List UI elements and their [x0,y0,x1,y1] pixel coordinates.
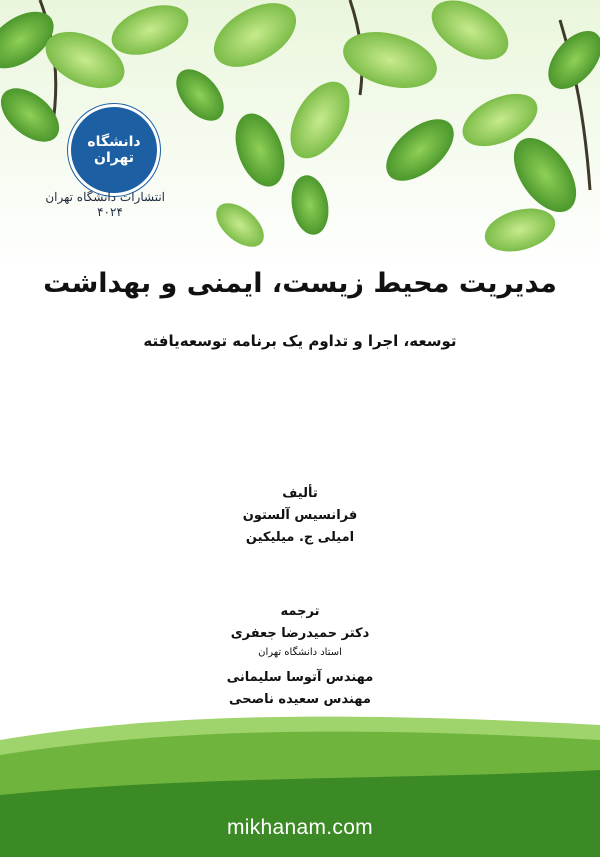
website-link[interactable]: mikhanam.com [227,816,373,839]
publication-number: ۴۰۲۴ [97,205,123,219]
book-title: مدیریت محیط زیست، ایمنی و بهداشت [43,268,557,299]
university-logo [68,104,160,196]
publisher-name: انتشارات دانشگاه تهران [45,190,165,204]
author-name: امیلی ج. میلیکین [245,530,355,545]
translator-name: دکتر حمیدرضا جعفری [230,626,370,641]
authors-block [0,483,600,549]
publisher-block [45,190,165,220]
translator-name: مهندس سعیده ناصحی [229,692,371,707]
author-name: فرانسیس آلستون [242,508,358,523]
authors-label: تألیف [282,486,318,501]
logo-text: دانشگاه تهران [87,134,141,166]
book-subtitle: توسعه، اجرا و تداوم یک برنامه توسعه‌یافته [143,332,457,350]
translators-label: ترجمه [280,604,320,619]
translators-block [0,601,600,711]
translator-name: مهندس آتوسا سلیمانی [226,670,374,685]
translator-role: استاد دانشگاه تهران [258,647,342,658]
